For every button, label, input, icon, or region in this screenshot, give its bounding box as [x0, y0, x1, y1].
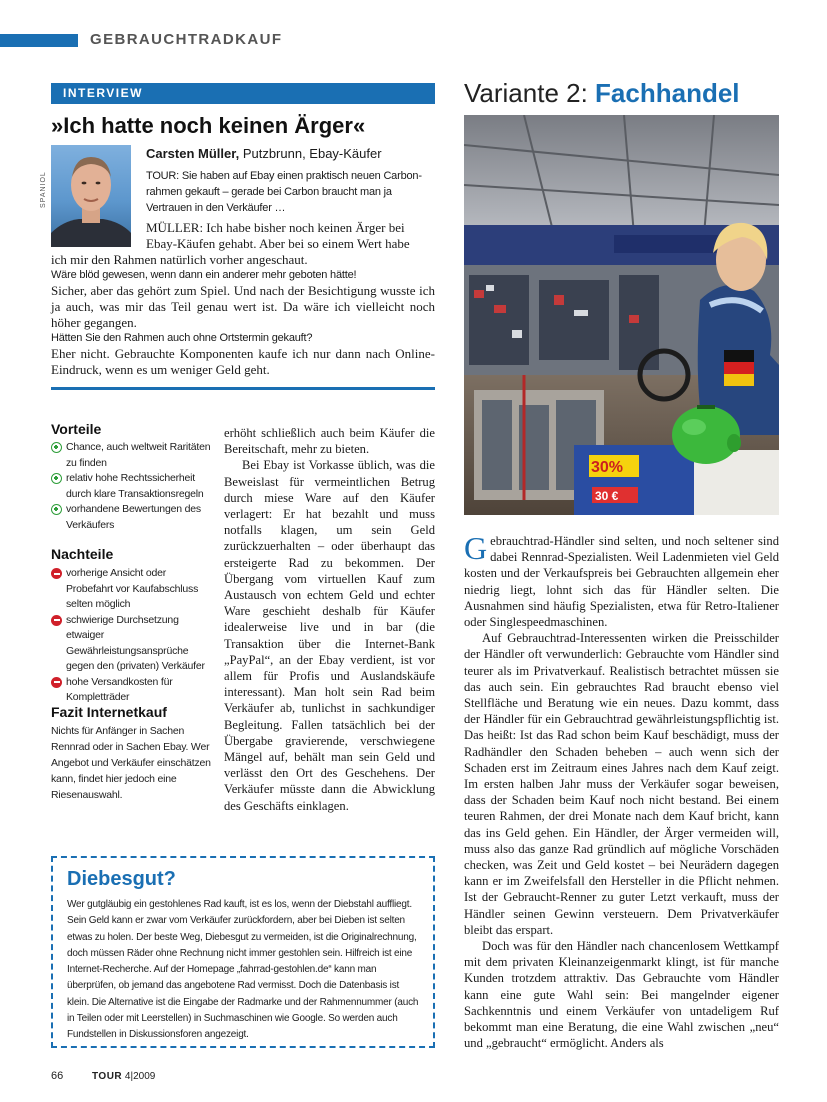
dropcap: G — [464, 530, 488, 566]
minus-icon — [51, 568, 62, 579]
interviewee-detail: Putzbrunn, Ebay-Käufer — [239, 146, 382, 161]
variant-prefix: Variante 2: — [464, 78, 596, 108]
interviewee-name — [146, 146, 382, 161]
first-paragraph-text: ebrauchtrad-Händler sind selten, und noch seltener sind dabei Rennrad-Spezialisten. Weil Ladenmieten viel Geld kosten und der Verkaufspreis bei Gebrauchten allgemein eher niedrig liegt, lohnt sich das für Händler selten. Die Ausnahmen sind häufig Spezialisten, etwa für Retro-Italiener oder Singlespeedmaschinen. — [464, 534, 779, 630]
diebesgut-text: Wer gutgläubig ein gestohlenes Rad kauft, ist es los, wenn der Diebstahl auffliegt. Sein Geld kann er zwar vom Verkäufer zurückfordern, aber bei Dieben ist selten etwas zu holen. Der beste Weg, Diebesgut zu vermeiden, ist die Originalrechnung, doch müssen Räder ohne Rechnung nicht immer gestohlen sein. Hilfreich ist eine Internet-Recherche. Auf der Homepage „fahrrad-gestohlen.de“ kann man überprüfen, ob jemand das angebotene Rad vermisst. Doch die Datenbasis ist klein. Die Alternative ist die Eingabe der Radmarke und der Rahmennummer (auch in Teilen oder mit Leerstellen) in Suchmaschinen wie Google. So werden auch Fundstellen in Diskussionsforen angezeigt. — [67, 899, 419, 1041]
section-title: GEBRAUCHTRADKAUF — [90, 31, 283, 48]
cons-heading: Nachteile — [51, 546, 114, 562]
pros-item — [51, 471, 211, 502]
variant-title — [464, 78, 740, 109]
pros-item-text: Chance, auch weltweit Raritäten zu finden — [66, 441, 211, 469]
body-paragraph: Doch was für den Händler nach chancenlosem Wettkampf mit dem privaten Kleinanzeigenmarkt klingt, ist für manche Kunden trotzdem attraktiv. Das Gebrauchte vom Händler kann eine gute Wahl sein: Bei mangelnder eigener Sachkenntnis und einem Verkäufer von untadeligem Ruf bekommt man eine Beratung, die eine Wahl zwischen „neu“ und „gebraucht“ ermöglicht. Anders als — [464, 939, 779, 1051]
sign-text: 30% — [591, 459, 624, 476]
interview-answer-3: Eher nicht. Gebrauchte Komponenten kaufe ich nur dann nach Online-Eindruck, wenn es um weniger Geld geht. — [51, 346, 435, 377]
interview-answer-2: Sicher, aber das gehört zum Spiel. Und nach der Besichtigung wusste ich ja auch, was mir das Teil genau wert ist. Da wäre ich vielleicht noch höher gegangen. — [51, 283, 435, 330]
interviewee-name-bold: Carsten Müller, — [146, 146, 240, 161]
interview-question-1: TOUR: Sie haben auf Ebay einen praktisch neuen Carbon-rahmen gekauft – gerade bei Carbon braucht man ja Vertrauen in den Verkäufer … — [146, 170, 422, 214]
shop-photo — [464, 115, 779, 515]
minus-icon — [51, 677, 62, 688]
magazine-name: TOUR — [92, 1071, 123, 1082]
cons-item-text: vorherige Ansicht oder Probefahrt vor Kaufabschluss selten möglich — [66, 567, 199, 610]
interview-divider — [51, 387, 435, 390]
price-text: 30 € — [595, 489, 619, 503]
fazit-heading: Fazit Internetkauf — [51, 704, 167, 720]
page-number: 66 — [51, 1070, 64, 1082]
cons-item — [51, 566, 211, 613]
portrait-photo — [51, 145, 131, 247]
right-column-text — [464, 530, 779, 1052]
variant-highlight: Fachhandel — [595, 78, 740, 108]
section-color-bar — [0, 34, 78, 47]
fazit-text: Nichts für Anfänger in Sachen Rennrad oder in Sachen Ebay. Wer Angebot und Verkäufer einschätzen kann, findet hier jedoch eine Riesenauswahl. — [51, 725, 211, 801]
pros-item — [51, 440, 211, 471]
cons-item — [51, 675, 211, 706]
interview-question-3: Hätten Sie den Rahmen auch ohne Ortstermin gekauft? — [51, 332, 313, 344]
portrait-illustration — [51, 145, 131, 247]
interview-answer-1-continued: ich mir den Rahmen natürlich vorher angeschaut. — [51, 252, 308, 267]
interview-tag: INTERVIEW — [51, 83, 435, 104]
diebesgut-heading: Diebesgut? — [67, 868, 176, 890]
cons-list — [51, 566, 211, 706]
body-paragraph-first — [464, 530, 779, 630]
pros-item-text: relativ hohe Rechtssicherheit durch klare Transaktionsregeln — [66, 472, 204, 500]
cons-item-text: schwierige Durchsetzung etwaiger Gewährleistungsansprüche gegen den (privaten) Verkäufer — [66, 613, 205, 672]
shop-illustration — [464, 115, 779, 515]
body-paragraph: Bei Ebay ist Vorkasse üblich, was die Beweislast für vermeintlichen Betrug durch miese Ware auf den Käufer verlagert: Er hat bezahlt und muss notfalls klagen, um sein Geld zurückzuerhalten – oder überhaupt das ersteigerte Rad zu bekommen. Der Übergang vom virtuellen Kauf zum Austausch von echtem Geld und echter Ware geschieht deshalb für Käufer idealerweise live und in bar (die Transaktion über die Internet-Bank „PayPal“, an der Ebay verdient, ist vor allem für Profis und Auslandskäufe interessant). Man holt sein Rad beim Verkäufer ab, tunlichst in sachkundiger Begleitung. Fallen tatsächlich bei der Übergabe gravierende, verschwiegene Mängel auf, behält man sein Geld und verlässt den Ort des Geschehens. Der Verkäufer müsste dann die Abwicklung des Geschäfts einklagen. — [224, 458, 435, 813]
body-paragraph: erhöht schließlich auch beim Käufer die Bereitschaft, mehr zu bieten. — [224, 426, 435, 457]
plus-icon — [51, 504, 62, 515]
magazine-issue — [92, 1071, 155, 1082]
pros-list — [51, 440, 211, 533]
plus-icon — [51, 442, 62, 453]
middle-column-text — [224, 425, 435, 814]
pros-heading: Vorteile — [51, 421, 102, 437]
body-paragraph: Auf Gebrauchtrad-Interessenten wirken die Preisschilder der Händler oft verwunderlich: Gebrauchte vom Händler sind teurer als im Privatverkauf. Realistisch betrachtet müssen sie das auch sein. Ein gebrauchtes Rad braucht ebenso viel Stellfläche und Beratung wie ein neues. Dazu kommt, dass der Händler für ein Gebrauchtrad gewährleistungspflichtig ist. Das heißt: Ist das Rad schon beim Kauf beschädigt, muss der Radhändler den Schaden beheben – auch wenn sich der Schaden erst im Zeitraum eines Jahres nach dem Kauf zeigt. Im ersten halben Jahr muss der Verkäufer sogar beweisen, dass der Schaden beim Kauf noch nicht bestand. Bei einem teuren Rahmen, der drei Monate nach dem Kauf bricht, kann das ins Geld gehen. Ein Händler, der Ärger vermeiden will, muss also das ganze Rad gründlich auf mögliche Vorschäden checken, was Zeit und Geld kostet – bei Neurädern dagegen kann er im Zweifelsfall den Hersteller in die Pflicht nehmen. Ist der Gebraucht-Renner zu guter Letzt verkauft, muss der Händler seinen Gewinn versteuern. Dem Privatverkäufer bleibt das erspart. — [464, 631, 779, 937]
interview-title: »Ich hatte noch keinen Ärger« — [51, 113, 366, 138]
photo-credit: SPANIOL — [40, 171, 47, 208]
interview-question-2: Wäre blöd gewesen, wenn dann ein anderer mehr geboten hätte! — [51, 269, 357, 281]
cons-item — [51, 613, 211, 675]
issue-number: 4|2009 — [122, 1071, 156, 1082]
pros-item — [51, 502, 211, 533]
pros-item-text: vorhandene Bewertungen des Verkäufers — [66, 503, 201, 531]
cons-item-text: hohe Versandkosten für Kompletträder — [66, 675, 173, 703]
interview-answer-1: MÜLLER: Ich habe bisher noch keinen Ärger bei Ebay-Käufen gehabt. Aber bei so einem Wert habe — [146, 220, 410, 251]
plus-icon — [51, 473, 62, 484]
minus-icon — [51, 615, 62, 626]
